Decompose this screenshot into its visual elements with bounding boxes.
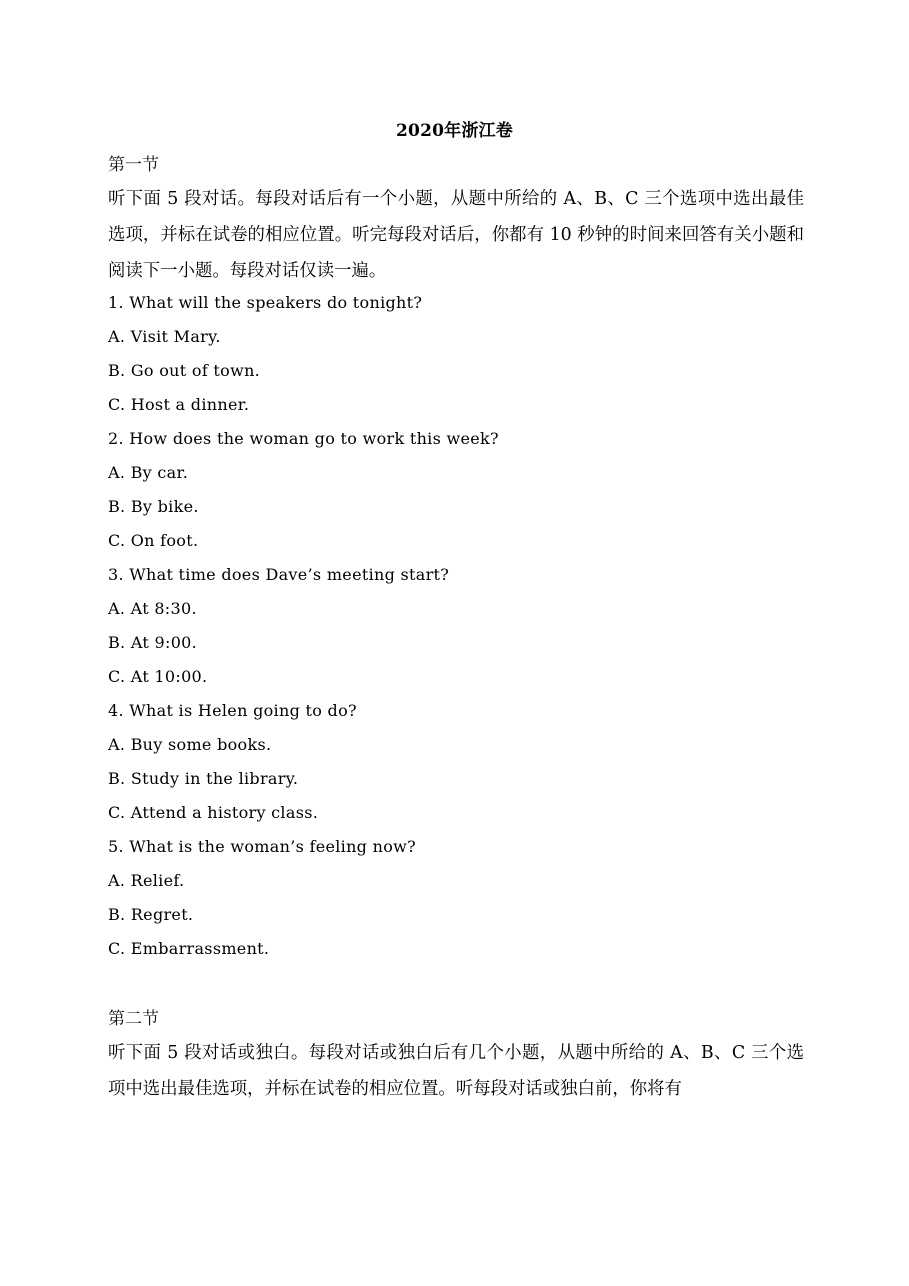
question-4-option-b: B. Study in the library. [108,769,299,788]
question-1-stem: 1. What will the speakers do tonight? [108,293,423,312]
question-4-stem: 4. What is Helen going to do? [108,701,357,720]
question-5-option-c: C. Embarrassment. [108,939,270,958]
section-1-instructions: 听下面 5 段对话。每段对话后有一个小题，从题中所给的 A、B、C 三个选项中选出最佳选项，并标在试卷的相应位置。听完每段对话后，你都有 10 秒钟的时间来回答有关小题和阅读下一小题。每段对话仅读一遍。 [108,189,804,281]
section-2-instructions: 听下面 5 段对话或独白。每段对话或独白后有几个小题，从题中所给的 A、B、C 三个选项中选出最佳选项，并标在试卷的相应位置。听每段对话或独白前，你将有 [108,1043,804,1099]
question-3-option-b: B. At 9:00. [108,633,198,652]
question-3-option-c: C. At 10:00. [108,667,208,686]
question-5-option-a: A. Relief. [108,871,185,890]
question-3-stem: 3. What time does Dave’s meeting start? [108,565,450,584]
section-2-label: 第二节 [108,1009,159,1029]
question-2-stem: 2. How does the woman go to work this week? [108,429,499,448]
question-1-option-a: A. Visit Mary. [108,327,221,346]
question-5-option-b: B. Regret. [108,905,194,924]
question-1-option-b: B. Go out of town. [108,361,261,380]
question-3-option-a: A. At 8:30. [108,599,197,618]
question-4-option-c: C. Attend a history class. [108,803,319,822]
question-2-option-a: A. By car. [108,463,189,482]
question-4-option-a: A. Buy some books. [108,735,272,754]
document-title: 2020年浙江卷 [396,121,513,141]
question-1-option-c: C. Host a dinner. [108,395,250,414]
section-1-label: 第一节 [108,155,159,175]
question-2-option-c: C. On foot. [108,531,199,550]
question-5-stem: 5. What is the woman’s feeling now? [108,837,417,856]
question-2-option-b: B. By bike. [108,497,199,516]
